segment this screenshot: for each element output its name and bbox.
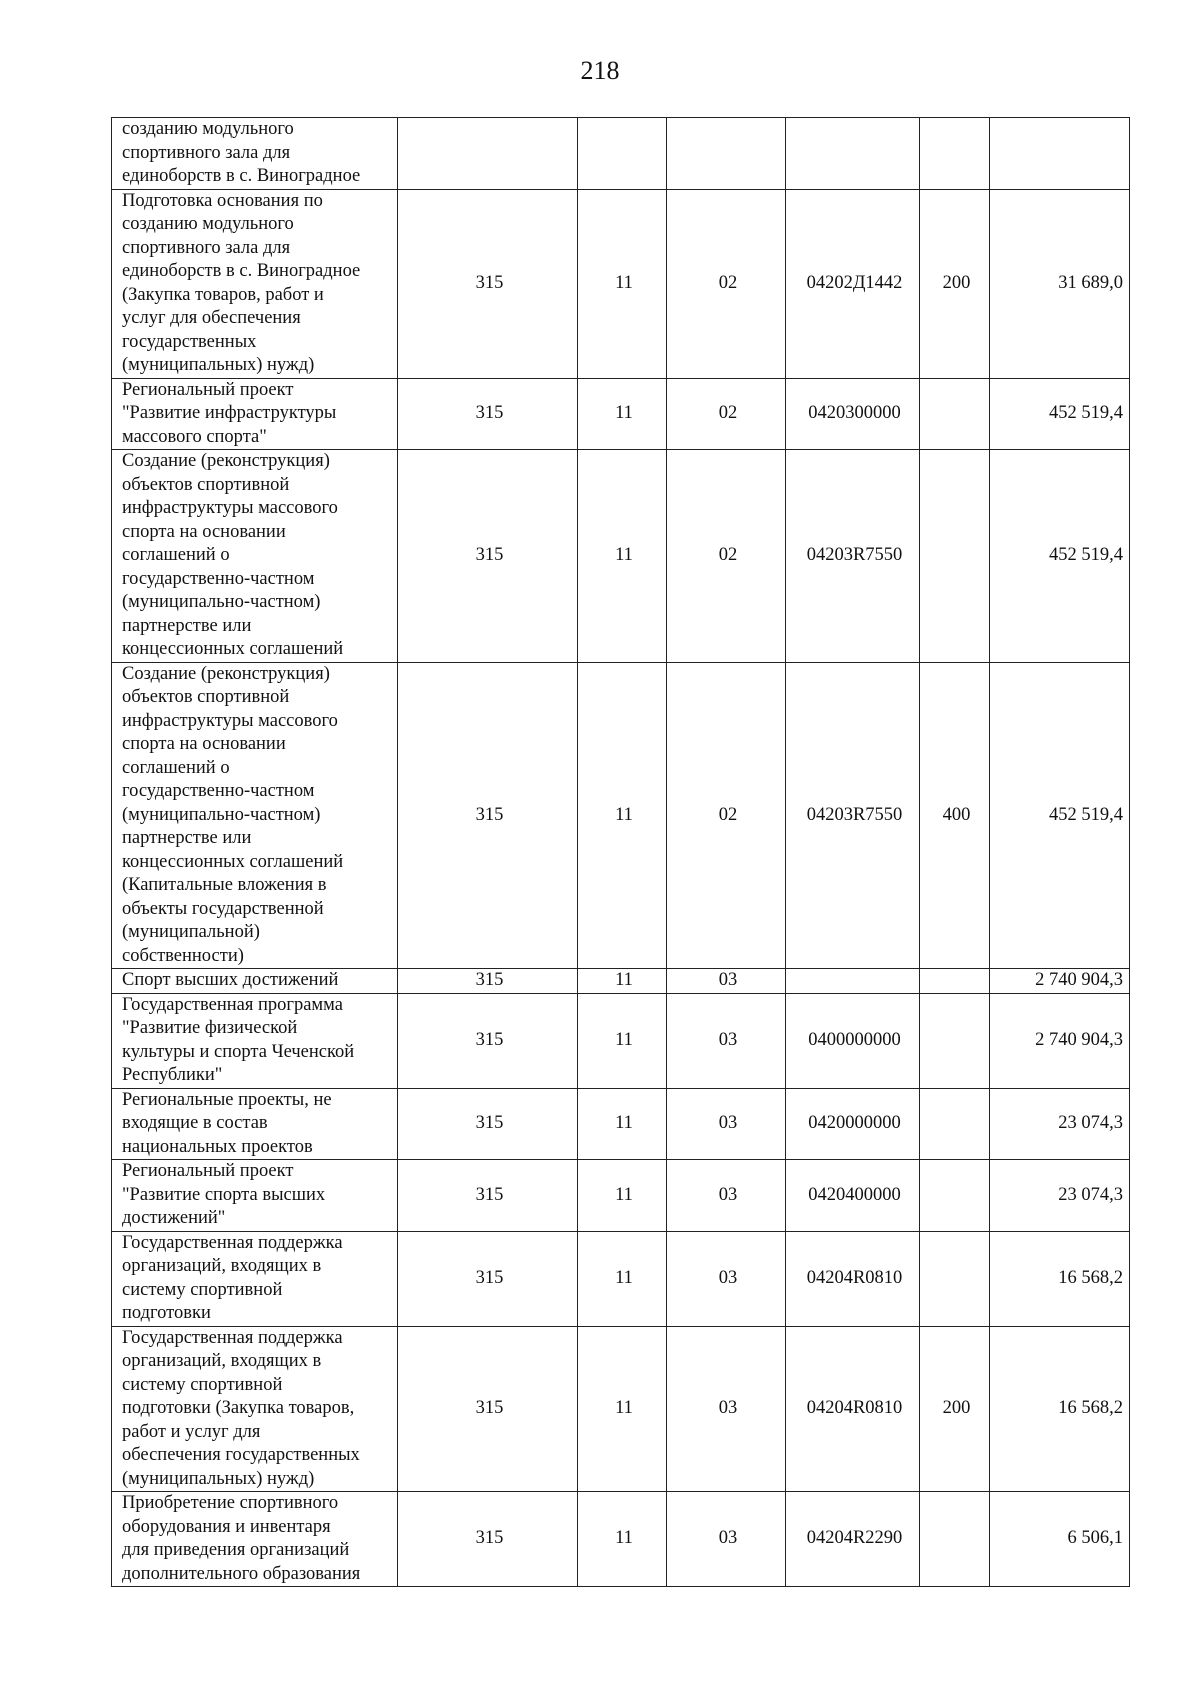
amount-cell: 16 568,2 <box>990 1231 1130 1326</box>
amount-cell: 452 519,4 <box>990 662 1130 969</box>
target-article-cell: 0420000000 <box>786 1088 920 1160</box>
row-name-line: созданию модульного <box>122 119 294 139</box>
row-name-line: партнерстве или <box>122 828 252 848</box>
subsection-code-cell: 03 <box>667 993 786 1088</box>
expense-type-cell: 200 <box>920 189 990 378</box>
row-name-line: (муниципально-частном) <box>122 592 321 612</box>
row-name-cell <box>112 1088 398 1160</box>
row-name-line: Создание (реконструкция) <box>122 663 330 684</box>
row-name-line: Республики" <box>122 1065 223 1085</box>
table-row <box>112 1326 1130 1492</box>
amount-cell: 6 506,1 <box>990 1492 1130 1587</box>
table-row <box>112 1231 1130 1326</box>
row-name-line: Государственная программа <box>122 994 343 1015</box>
row-name-line: услуг для обеспечения <box>122 308 301 328</box>
ministry-code-cell: 315 <box>398 969 578 994</box>
row-name-line: Региональный проект <box>122 1161 294 1181</box>
ministry-code-cell: 315 <box>398 450 578 663</box>
row-name-line: единоборств в с. Виноградное <box>122 166 361 186</box>
amount-cell: 23 074,3 <box>990 1160 1130 1232</box>
amount-cell: 2 740 904,3 <box>990 993 1130 1088</box>
target-article-cell: 0400000000 <box>786 993 920 1088</box>
row-name-line: инфраструктуры массового <box>122 498 338 518</box>
table-row <box>112 189 1130 378</box>
row-name-line: массового спорта" <box>122 426 267 447</box>
ministry-code-cell: 315 <box>398 1160 578 1232</box>
expense-type-cell <box>920 993 990 1088</box>
ministry-code-cell: 315 <box>398 378 578 450</box>
row-name-line: (Капитальные вложения в <box>122 875 327 895</box>
row-name-line: спортивного зала для <box>122 142 291 163</box>
subsection-code-cell: 03 <box>667 1492 786 1587</box>
section-code-cell: 11 <box>578 189 667 378</box>
section-code-cell: 11 <box>578 969 667 994</box>
ministry-code-cell: 315 <box>398 993 578 1088</box>
row-name-line: (муниципальных) нужд) <box>122 355 315 375</box>
row-name-line: государственно-частном <box>122 568 315 589</box>
row-name-line: государственно-частном <box>122 781 315 801</box>
ministry-code-cell: 315 <box>398 1088 578 1160</box>
table-row <box>112 1088 1130 1160</box>
expense-type-cell <box>920 1160 990 1232</box>
row-name-line: Приобретение спортивного <box>122 1493 339 1513</box>
target-article-cell: 04202Д1442 <box>786 189 920 378</box>
table-row <box>112 378 1130 450</box>
row-name-cell <box>112 450 398 663</box>
table-row <box>112 450 1130 663</box>
amount-cell: 452 519,4 <box>990 450 1130 663</box>
row-name-line: собственности) <box>122 945 244 966</box>
row-name-line: спорта на основании <box>122 734 286 754</box>
target-article-cell: 04204R0810 <box>786 1326 920 1492</box>
section-code-cell: 11 <box>578 1088 667 1160</box>
table-row <box>112 1492 1130 1587</box>
row-name-line: Подготовка основания по <box>122 190 323 211</box>
subsection-code-cell: 03 <box>667 1231 786 1326</box>
row-name-line: "Развитие физической <box>122 1018 298 1038</box>
amount-cell: 452 519,4 <box>990 378 1130 450</box>
row-name-line: Государственная поддержка <box>122 1232 343 1253</box>
table-row <box>112 118 1130 190</box>
row-name-line: входящие в состав <box>122 1113 268 1133</box>
amount-cell: 16 568,2 <box>990 1326 1130 1492</box>
amount-cell <box>990 118 1130 190</box>
row-name-line: Спорт высших достижений <box>122 970 339 990</box>
page-number: 218 <box>580 56 620 85</box>
table-row <box>112 662 1130 969</box>
row-name-line: Государственная поддержка <box>122 1327 343 1348</box>
row-name-line: (муниципально-частном) <box>122 804 321 825</box>
section-code-cell: 11 <box>578 993 667 1088</box>
target-article-cell <box>786 969 920 994</box>
row-name-line: спортивного зала для <box>122 237 291 258</box>
row-name-line: "Развитие инфраструктуры <box>122 403 337 423</box>
section-code-cell: 11 <box>578 662 667 969</box>
subsection-code-cell: 03 <box>667 1326 786 1492</box>
row-name-cell <box>112 1492 398 1587</box>
ministry-code-cell: 315 <box>398 1492 578 1587</box>
expense-type-cell <box>920 118 990 190</box>
row-name-cell <box>112 189 398 378</box>
row-name-line: инфраструктуры массового <box>122 710 338 731</box>
amount-cell: 23 074,3 <box>990 1088 1130 1160</box>
expense-type-cell <box>920 378 990 450</box>
row-name-line: работ и услуг для <box>122 1421 261 1442</box>
row-name-line: обеспечения государственных <box>122 1445 360 1465</box>
row-name-line: национальных проектов <box>122 1136 313 1157</box>
target-article-cell: 0420400000 <box>786 1160 920 1232</box>
row-name-cell <box>112 378 398 450</box>
row-name-line: Региональные проекты, не <box>122 1089 332 1110</box>
section-code-cell <box>578 118 667 190</box>
row-name-line: концессионных соглашений <box>122 851 344 872</box>
row-name-cell <box>112 1231 398 1326</box>
row-name-line: Региональный проект <box>122 379 294 400</box>
row-name-line: культуры и спорта Чеченской <box>122 1041 355 1062</box>
expense-type-cell <box>920 969 990 994</box>
row-name-cell <box>112 118 398 190</box>
budget-table <box>111 117 1130 1587</box>
expense-type-cell <box>920 1088 990 1160</box>
subsection-code-cell: 03 <box>667 969 786 994</box>
expense-type-cell <box>920 1231 990 1326</box>
row-name-line: объектов спортивной <box>122 687 290 707</box>
subsection-code-cell: 02 <box>667 378 786 450</box>
row-name-line: спорта на основании <box>122 521 286 542</box>
target-article-cell: 04203R7550 <box>786 450 920 663</box>
amount-cell: 2 740 904,3 <box>990 969 1130 994</box>
expense-type-cell <box>920 1492 990 1587</box>
section-code-cell: 11 <box>578 1160 667 1232</box>
ministry-code-cell: 315 <box>398 1231 578 1326</box>
row-name-line: (Закупка товаров, работ и <box>122 284 324 305</box>
target-article-cell: 0420300000 <box>786 378 920 450</box>
subsection-code-cell: 02 <box>667 450 786 663</box>
row-name-line: организаций, входящих в <box>122 1351 322 1371</box>
table-row <box>112 969 1130 994</box>
budget-table-body <box>112 118 1130 1587</box>
row-name-line: достижений" <box>122 1208 226 1228</box>
subsection-code-cell: 02 <box>667 189 786 378</box>
subsection-code-cell <box>667 118 786 190</box>
row-name-line: концессионных соглашений <box>122 639 344 659</box>
ministry-code-cell: 315 <box>398 189 578 378</box>
row-name-line: единоборств в с. Виноградное <box>122 261 361 281</box>
expense-type-cell <box>920 450 990 663</box>
row-name-line: созданию модульного <box>122 214 294 234</box>
row-name-cell <box>112 969 398 994</box>
amount-cell: 31 689,0 <box>990 189 1130 378</box>
ministry-code-cell <box>398 118 578 190</box>
table-row <box>112 993 1130 1088</box>
target-article-cell: 04204R0810 <box>786 1231 920 1326</box>
subsection-code-cell: 02 <box>667 662 786 969</box>
row-name-line: систему спортивной <box>122 1374 283 1395</box>
row-name-line: государственных <box>122 331 257 352</box>
row-name-line: подготовки <box>122 1303 211 1323</box>
target-article-cell: 04204R2290 <box>786 1492 920 1587</box>
row-name-cell <box>112 1326 398 1492</box>
row-name-line: объекты государственной <box>122 898 324 919</box>
row-name-line: соглашений о <box>122 757 230 778</box>
row-name-line: партнерстве или <box>122 615 252 636</box>
subsection-code-cell: 03 <box>667 1088 786 1160</box>
row-name-line: организаций, входящих в <box>122 1256 322 1276</box>
target-article-cell: 04203R7550 <box>786 662 920 969</box>
row-name-line: объектов спортивной <box>122 474 290 495</box>
expense-type-cell: 200 <box>920 1326 990 1492</box>
ministry-code-cell: 315 <box>398 662 578 969</box>
row-name-line: "Развитие спорта высших <box>122 1184 326 1205</box>
section-code-cell: 11 <box>578 1326 667 1492</box>
row-name-line: систему спортивной <box>122 1279 283 1300</box>
subsection-code-cell: 03 <box>667 1160 786 1232</box>
row-name-cell <box>112 1160 398 1232</box>
section-code-cell: 11 <box>578 1231 667 1326</box>
row-name-line: подготовки (Закупка товаров, <box>122 1398 355 1418</box>
row-name-cell <box>112 993 398 1088</box>
expense-type-cell: 400 <box>920 662 990 969</box>
row-name-line: Создание (реконструкция) <box>122 451 330 471</box>
row-name-line: для приведения организаций <box>122 1540 350 1560</box>
section-code-cell: 11 <box>578 450 667 663</box>
row-name-line: оборудования и инвентаря <box>122 1516 331 1537</box>
target-article-cell <box>786 118 920 190</box>
table-row <box>112 1160 1130 1232</box>
section-code-cell: 11 <box>578 378 667 450</box>
row-name-line: (муниципальных) нужд) <box>122 1468 315 1489</box>
row-name-line: соглашений о <box>122 545 230 565</box>
row-name-cell <box>112 662 398 969</box>
section-code-cell: 11 <box>578 1492 667 1587</box>
row-name-line: (муниципальной) <box>122 922 260 942</box>
ministry-code-cell: 315 <box>398 1326 578 1492</box>
row-name-line: дополнительного образования <box>122 1563 361 1584</box>
